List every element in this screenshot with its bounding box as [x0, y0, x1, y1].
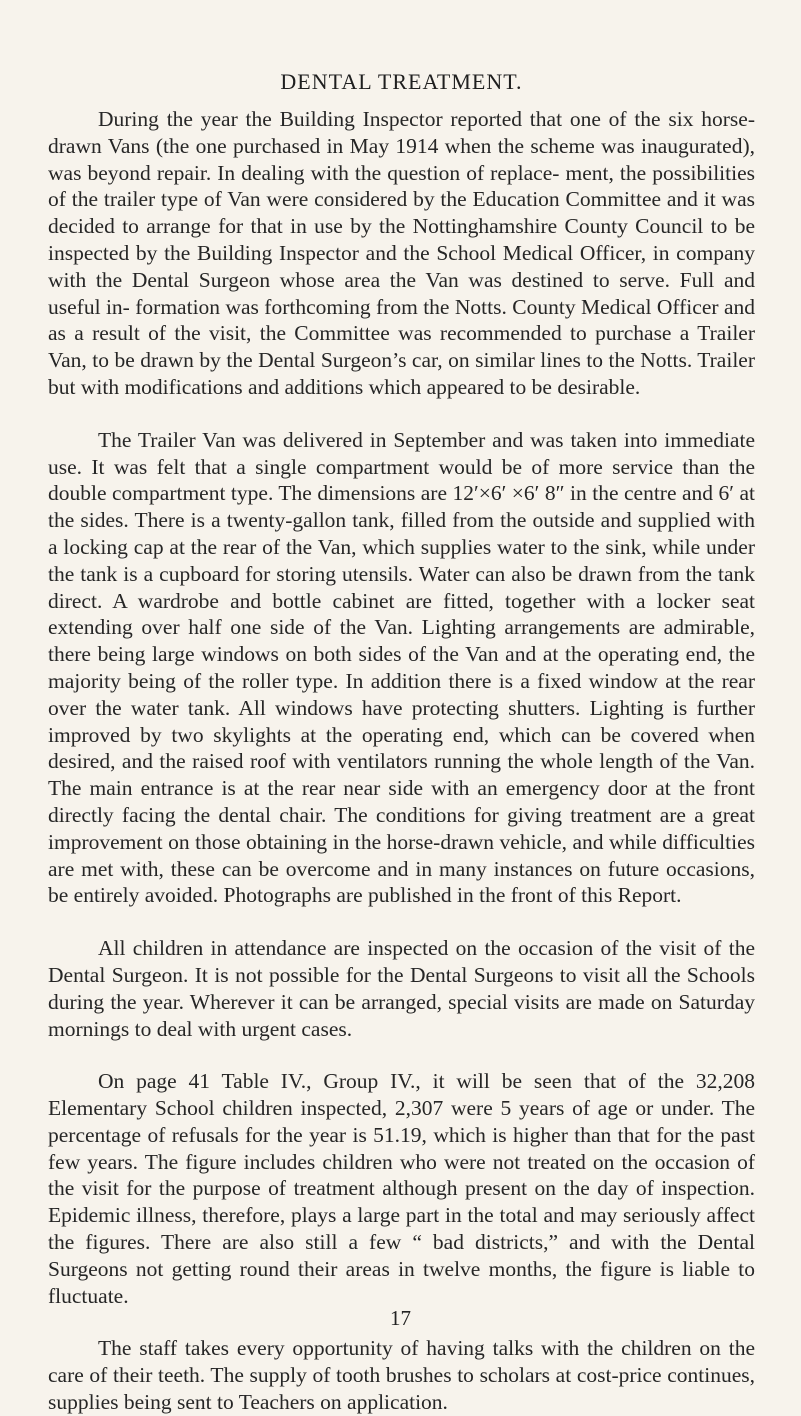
paragraph-inspection-visits: All children in attendance are inspected on the occasion of the visit of the Dental Surgeon. It is not possible for the Dental Surgeons to visit all the Schools during the year. Wherever it can be arranged, special visits are made on Saturday mornings to deal with urgent cases.	[48, 936, 755, 1041]
paragraph-trailer-van-description: The Trailer Van was delivered in September and was taken into immediate use. It was felt that a single compartment would be of more service than the double compartment type. The dimensions are 12′×6′ ×6′ 8″ in the centre and 6′ at the sides. There is a twenty-gallon tank, filled from the outside and supplied with a locking cap at the rear of the Van, which supplies water to the sink, while under the tank is a cupboard for storing utensils. Water can also be drawn from the tank direct. A wardrobe and bottle cabinet are fitted, together with a locker seat extending over half one side of the Van. Lighting arrangements are admirable, there being large windows on both sides of the Van and at the operating end, the majority being of the roller type. In addition there is a fixed window at the rear over the water tank. All windows have protecting shutters. Lighting is further improved by two skylights at the operating end, which can be covered when desired, and the raised roof with ventilators running the whole length of the Van. The main entrance is at the rear near side with an emergency door at the front directly facing the dental chair. The conditions for giving treatment are a great improvement on those obtaining in the horse-drawn vehicle, and while difficulties are met with, these can be overcome and in many instances on future occasions, be entirely avoided. Photographs are published in the front of this Report.	[48, 427, 755, 908]
paragraph-van-replacement: During the year the Building Inspector reported that one of the six horse-drawn Vans (the one purchased in May 1914 when the scheme was inaugurated), was beyond repair. In dealing with the question of replace- ment, the possibilities of the trailer type of Van were considered by the Education Committee and it was decided to arrange for that in use by the Nottinghamshire County Council to be inspected by the Building Inspector and the School Medical Officer, in company with the Dental Surgeon whose area the Van was destined to serve. Full and useful in- formation was forthcoming from the Notts. County Medical Officer and as a result of the visit, the Committee was recommended to purchase a Trailer Van, to be drawn by the Dental Surgeon’s car, on similar lines to the Notts. Trailer but with modifications and additions which appeared to be desirable.	[48, 107, 755, 399]
page-number: 17	[390, 1306, 411, 1330]
page-title: DENTAL TREATMENT.	[280, 69, 523, 94]
paragraph-refusal-statistics: On page 41 Table IV., Group IV., it will be seen that of the 32,208 Elementary School children inspected, 2,307 were 5 years of age or under. The percentage of refusals for the year is 51.19, which is higher than that for the past few years. The figure includes children who were not treated on the occasion of the visit for the purpose of treatment although present on the day of inspection. Epidemic illness, therefore, plays a large part in the total and may seriously affect the figures. There are also still a few “ bad districts,” and with the Dental Surgeons not getting round their areas in twelve months, the figure is liable to fluctuate.	[48, 1069, 755, 1308]
paragraph-staff-talks: The staff takes every opportunity of having talks with the children on the care of their teeth. The supply of tooth brushes to scholars at cost-price continues, supplies being sent to Teachers on application.	[48, 1336, 755, 1415]
document-page	[48, 0, 755, 1416]
